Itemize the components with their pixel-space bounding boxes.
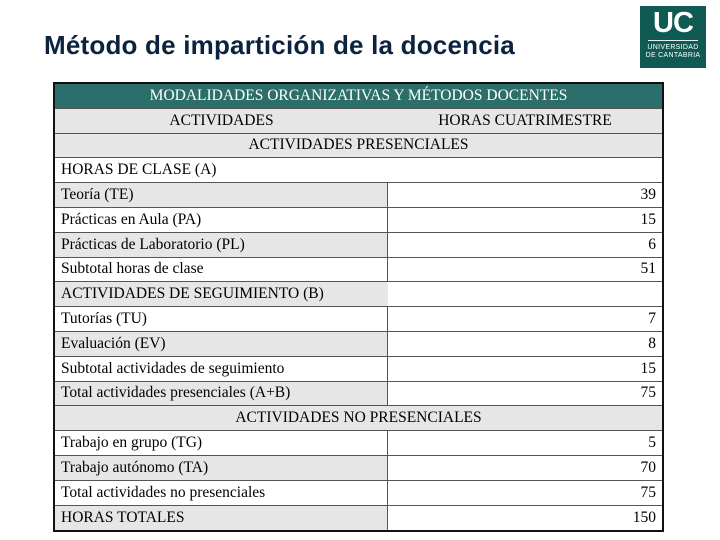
table-row bbox=[55, 258, 662, 283]
row-label: Teoría (TE) bbox=[55, 183, 388, 207]
row-hours: 75 bbox=[388, 382, 662, 406]
column-header-row bbox=[55, 109, 662, 134]
logo-line-1: UNIVERSIDAD bbox=[647, 44, 699, 51]
table-row bbox=[55, 183, 662, 208]
group-header-row bbox=[55, 282, 662, 307]
row-label: Subtotal horas de clase bbox=[55, 258, 388, 282]
row-hours: 8 bbox=[388, 332, 662, 356]
section-label: ACTIVIDADES NO PRESENCIALES bbox=[235, 409, 482, 427]
table-row bbox=[55, 357, 662, 382]
row-label: Trabajo autónomo (TA) bbox=[55, 456, 388, 480]
logo-line-2: DE CANTABRIA bbox=[645, 52, 701, 59]
group-label-a: HORAS DE CLASE (A) bbox=[61, 161, 217, 179]
section-header-no-presenciales bbox=[55, 406, 662, 431]
row-hours: 51 bbox=[640, 260, 656, 278]
university-logo bbox=[640, 6, 706, 68]
row-hours: 7 bbox=[648, 310, 656, 328]
group-hours-empty bbox=[388, 282, 662, 306]
row-label: Tutorías (TU) bbox=[55, 307, 388, 331]
table-header-row bbox=[55, 84, 662, 109]
row-hours: 70 bbox=[388, 456, 662, 480]
row-label: Evaluación (EV) bbox=[55, 332, 388, 356]
row-hours: 6 bbox=[388, 233, 662, 257]
table-row bbox=[55, 307, 662, 332]
row-hours: 15 bbox=[640, 210, 656, 228]
logo-divider bbox=[648, 40, 698, 41]
table-header: MODALIDADES ORGANIZATIVAS Y MÉTODOS DOCENTES bbox=[149, 86, 568, 104]
total-row bbox=[55, 506, 662, 531]
row-label: Trabajo en grupo (TG) bbox=[55, 431, 388, 455]
row-hours: 5 bbox=[648, 434, 656, 452]
column-header-hours: HORAS CUATRIMESTRE bbox=[438, 111, 612, 129]
total-label: HORAS TOTALES bbox=[55, 506, 388, 531]
row-label: Subtotal actividades de seguimiento bbox=[55, 357, 388, 381]
section-header-presenciales bbox=[55, 134, 662, 159]
table-row bbox=[55, 382, 662, 407]
table-row bbox=[55, 456, 662, 481]
section-label: ACTIVIDADES PRESENCIALES bbox=[248, 136, 469, 154]
row-hours: 75 bbox=[640, 483, 656, 501]
row-label: Total actividades no presenciales bbox=[55, 481, 388, 505]
group-header-row bbox=[55, 158, 662, 183]
table-row bbox=[55, 208, 662, 233]
teaching-methods-table bbox=[53, 82, 664, 532]
row-label: Prácticas de Laboratorio (PL) bbox=[55, 233, 388, 257]
row-hours: 39 bbox=[388, 183, 662, 207]
logo-mark: UC bbox=[653, 7, 693, 39]
group-label-b: ACTIVIDADES DE SEGUIMIENTO (B) bbox=[61, 285, 324, 303]
table-row bbox=[55, 431, 662, 456]
row-hours: 15 bbox=[640, 359, 656, 377]
table-row bbox=[55, 332, 662, 357]
column-header-activities: ACTIVIDADES bbox=[169, 111, 274, 129]
total-hours: 150 bbox=[388, 506, 662, 531]
row-label: Total actividades presenciales (A+B) bbox=[55, 382, 388, 406]
table-row bbox=[55, 233, 662, 258]
page-title: Método de impartición de la docencia bbox=[44, 30, 515, 60]
row-label: Prácticas en Aula (PA) bbox=[55, 208, 388, 232]
table-row bbox=[55, 481, 662, 506]
